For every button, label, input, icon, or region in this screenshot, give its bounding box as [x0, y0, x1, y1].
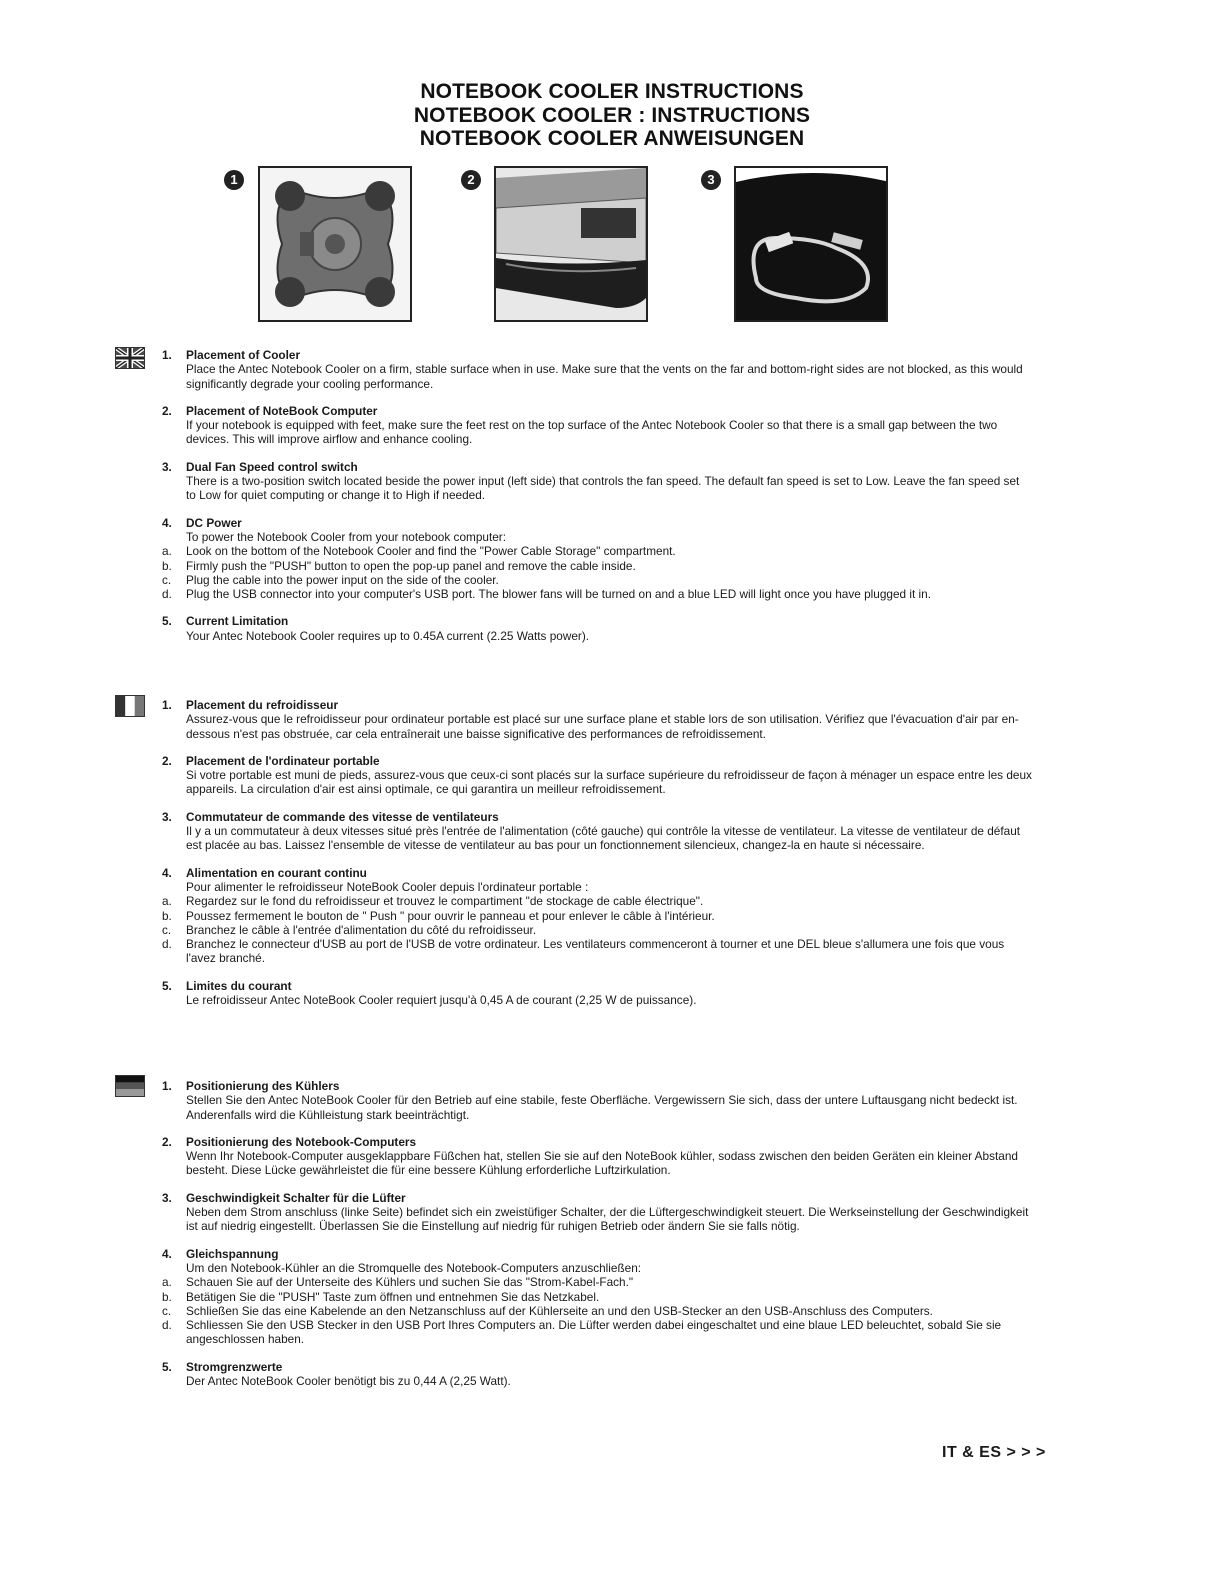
germany-flag-icon: [115, 1075, 145, 1097]
instruction-item: 3. Geschwindigkeit Schalter für die Lüfter Neben dem Strom anschluss (linke Seite) befindet sich ein zweistüfiger Schalter, der die Lüftergeschwindigkeit steuert. Die Werkseinstellung der Geschwindigkeit ist auf niedrig eingestellt. Überlassen Sie die Einstellung auf niedrig für ruhigen Betrieb oder ändern Sie sie falls nötig.: [162, 1191, 1032, 1234]
german-section: [162, 1079, 1032, 1401]
sub-step: a. Look on the bottom of the Notebook Cooler and find the "Power Cable Storage" compartment.: [162, 544, 676, 559]
sub-step: b. Betätigen Sie die "PUSH" Taste zum öffnen und entnehmen Sie das Netzkabel.: [162, 1289, 600, 1304]
item-body: Le refroidisseur Antec NoteBook Cooler requiert jusqu'à 0,45 A de courant (2,25 W de puissance).: [186, 993, 697, 1008]
instruction-item: 4. Alimentation en courant continu Pour alimenter le refroidisseur NoteBook Cooler depuis l'ordinateur portable : a. Regardez sur le fond du refroidisseur et trouvez le compartiment "de stockage de cable électrique". b. Poussez fermement le bouton de " Push " pour ouvrir le panneau et pour enlever le câble à l'intérieur. c. Branchez le câble à l'entrée d'alimentation du côté du refroidisseur. d. Branchez le connecteur d'USB au port de l'USB de votre ordinateur. Les ventilateurs commenceront à tourner et une DEL bleue s'allumera une fois que vous l'avez branché.: [162, 866, 1032, 966]
instruction-item: 3. Dual Fan Speed control switch There is a two-position switch located beside the power input (left side) that controls the fan speed. The default fan speed is set to Low. Leave the fan speed set to Low for quiet computing or change it to High if needed.: [162, 460, 1032, 503]
sub-step: c. Branchez le câble à l'entrée d'alimentation du côté du refroidisseur.: [162, 922, 537, 937]
instruction-item: 2. Placement of NoteBook Computer If your notebook is equipped with feet, make sure the feet rest on the top surface of the Antec Notebook Cooler so that there is a small gap between the two devices. This will improve airflow and enhance cooling.: [162, 404, 1032, 447]
item-heading: Gleichspannung: [186, 1246, 279, 1261]
item-heading: Alimentation en courant continu: [186, 865, 367, 880]
item-body: Il y a un commutateur à deux vitesses situé près l'entrée de l'alimentation (côté gauche) qui contrôle la vitesse de ventilateur. La vitesse de ventilateur de défaut est placée au bas. Laissez l'ensemble de vitesse de ventilateur au bas pour un fonctionnement silencieux, changez-la en haute si nécessaire.: [186, 824, 1021, 853]
sub-step: c. Schließen Sie das eine Kabelende an den Netzanschluss auf der Kühlerseite an und den USB-Stecker an den USB-Anschluss des Computers.: [162, 1303, 933, 1318]
item-heading: Commutateur de commande des vitesse de ventilateurs: [186, 809, 499, 824]
item-body: If your notebook is equipped with feet, make sure the feet rest on the top surface of the Antec Notebook Cooler so that there is a small gap between the two devices. This will improve airflow and enhance cooling.: [186, 418, 998, 447]
title-french: NOTEBOOK COOLER : INSTRUCTIONS: [413, 103, 811, 127]
item-heading: Placement de l'ordinateur portable: [186, 753, 380, 768]
item-body: Assurez-vous que le refroidisseur pour ordinateur portable est placé sur une surface plane et stable lors de son utilisation. Vérifiez que l'évacuation d'air par en-dessous n'est pas obstruée, car cela entraînerait une baisse significative des performances de refroidissement.: [186, 712, 1019, 741]
item-body: Neben dem Strom anschluss (linke Seite) befindet sich ein zweistüfiger Schalter, der die Lüftergeschwindigkeit steuert. Die Werkseinstellung der Geschwindigkeit ist auf niedrig eingestellt. Überlassen Sie die Einstellung auf niedrig für ruhigen Betrieb oder ändern Sie sie falls nötig.: [186, 1205, 1029, 1234]
instruction-item: 1. Placement du refroidisseur Assurez-vous que le refroidisseur pour ordinateur portable est placé sur une surface plane et stable lors de son utilisation. Vérifiez que l'évacuation d'air par en-dessous n'est pas obstruée, car cela entraînerait une baisse significative des performances de refroidissement.: [162, 698, 1032, 741]
instruction-item: 2. Placement de l'ordinateur portable Si votre portable est muni de pieds, assurez-vous que ceux-ci sont placés sur la surface supérieure du refroidisseur de façon à ménager un espace entre les deux appareils. La circulation d'air est ainsi optimale, ce qui garantira un meilleur refroidissement.: [162, 753, 1032, 797]
figure-3-badge: 3: [701, 170, 721, 190]
item-heading: Placement of Cooler: [186, 348, 301, 362]
next-languages-link[interactable]: IT & ES > > >: [942, 1444, 1046, 1461]
usb-cable-photo: [734, 166, 888, 322]
uk-flag-icon: [115, 347, 145, 369]
title-german: NOTEBOOK COOLER ANWEISUNGEN: [419, 127, 805, 150]
instruction-item: 1. Placement of Cooler Place the Antec Notebook Cooler on a firm, stable surface when in use. Make sure that the vents on the far and bottom-right sides are not blocked, as this would significantly degrade your cooling performance.: [162, 348, 1032, 391]
item-heading: Dual Fan Speed control switch: [186, 459, 358, 474]
item-body: Place the Antec Notebook Cooler on a firm, stable surface when in use. Make sure that the vents on the far and bottom-right sides are not blocked, as this would significantly degrade your cooling performance.: [186, 362, 1023, 391]
document-titles: [0, 80, 1224, 151]
instruction-item: 2. Positionierung des Notebook-Computers Wenn Ihr Notebook-Computer ausgeklappbare Füßchen hat, stellen Sie sie auf den NoteBook kühler, sodass zwischen den beiden Geräten ein kleiner Abstand besteht. Diese Lücke gewährleistet die für eine bessere Kühlung erforderliche Luftzirkulation.: [162, 1135, 1032, 1178]
item-body: Wenn Ihr Notebook-Computer ausgeklappbare Füßchen hat, stellen Sie sie auf den NoteBook kühler, sodass zwischen den beiden Geräten ein kleiner Abstand besteht. Diese Lücke gewährleistet die für eine bessere Kühlung erforderliche Luftzirkulation.: [186, 1149, 1018, 1178]
item-heading: Stromgrenzwerte: [186, 1359, 283, 1374]
instruction-item: 5. Limites du courant Le refroidisseur Antec NoteBook Cooler requiert jusqu'à 0,45 A de courant (2,25 W de puissance).: [162, 979, 1032, 1008]
item-body: Um den Notebook-Kühler an die Stromquelle des Notebook-Computers anzuschließen:: [186, 1260, 642, 1275]
item-heading: Limites du courant: [186, 978, 292, 993]
cooler-bottom-photo: [258, 166, 412, 322]
sub-step: d. Schliessen Sie den USB Stecker in den USB Port Ihres Computers an. Die Lüfter werden dabei eingeschaltet und eine blaue LED beleuchtet, sobald Sie sie angeschlossen haben.: [162, 1318, 1002, 1347]
sub-step: d. Plug the USB connector into your computer's USB port. The blower fans will be turned on and a blue LED will light once you have plugged it in.: [162, 587, 932, 602]
item-body: Si votre portable est muni de pieds, assurez-vous que ceux-ci sont placés sur la surface supérieure du refroidisseur de façon à ménager un espace entre les deux appareils. La circulation d'air est ainsi optimale, ce qui garantira un meilleur refroidissement.: [186, 768, 1032, 797]
item-heading: Placement of NoteBook Computer: [186, 403, 378, 418]
sub-step: c. Plug the cable into the power input on the side of the cooler.: [162, 572, 499, 587]
item-body: Your Antec Notebook Cooler requires up to 0.45A current (2.25 Watts power).: [186, 628, 590, 643]
title-english: NOTEBOOK COOLER INSTRUCTIONS: [420, 80, 804, 103]
france-flag-icon: [115, 695, 145, 717]
item-body: To power the Notebook Cooler from your notebook computer:: [186, 529, 506, 544]
item-heading: Current Limitation: [186, 614, 289, 629]
sub-step: b. Poussez fermement le bouton de " Push " pour ouvrir le panneau et pour enlever le câble à l'intérieur.: [162, 908, 715, 923]
instruction-item: 5. Stromgrenzwerte Der Antec NoteBook Cooler benötigt bis zu 0,44 A (2,25 Watt).: [162, 1360, 1032, 1389]
english-section: [162, 348, 1032, 656]
instruction-item: 4. Gleichspannung Um den Notebook-Kühler an die Stromquelle des Notebook-Computers anzuschließen: a. Schauen Sie auf der Unterseite des Kühlers und suchen Sie das "Strom-Kabel-Fach." b. Betätigen Sie die "PUSH" Taste zum öffnen und entnehmen Sie das Netzkabel. c. Schließen Sie das eine Kabelende an den Netzanschluss auf der Kühlerseite an und den USB-Stecker an den USB-Anschluss des Computers. d. Schliessen Sie den USB Stecker in den USB Port Ihres Computers an. Die Lüfter werden dabei eingeschaltet und eine blaue LED beleuchtet, sobald Sie sie angeschlossen haben.: [162, 1247, 1032, 1347]
sub-step: a. Schauen Sie auf der Unterseite des Kühlers und suchen Sie das "Strom-Kabel-Fach.": [162, 1275, 634, 1290]
notebook-on-cooler-photo: [494, 166, 648, 322]
instruction-item: 4. DC Power To power the Notebook Cooler from your notebook computer: a. Look on the bottom of the Notebook Cooler and find the "Power Cable Storage" compartment. b. Firmly push the "PUSH" button to open the pop-up panel and remove the cable inside. c. Plug the cable into the power input on the side of the cooler. d. Plug the USB connector into your computer's USB port. The blower fans will be turned on and a blue LED will light once you have plugged it in.: [162, 516, 1032, 602]
sub-step: a. Regardez sur le fond du refroidisseur et trouvez le compartiment "de stockage de cable électrique".: [162, 894, 704, 909]
item-heading: Geschwindigkeit Schalter für die Lüfter: [186, 1190, 406, 1205]
item-body: Pour alimenter le refroidisseur NoteBook Cooler depuis l'ordinateur portable :: [186, 879, 589, 894]
item-heading: Placement du refroidisseur: [186, 698, 339, 712]
item-body: Stellen Sie den Antec NoteBook Cooler für den Betrieb auf eine stabile, feste Oberfläche. Vergewissern Sie sich, dass der untere Luftausgang nicht bedeckt ist. Anderenfalls wird die Kühlleistung stark beeinträchtigt.: [186, 1093, 1018, 1122]
figure-2-badge: 2: [461, 170, 481, 190]
instruction-item: 3. Commutateur de commande des vitesse de ventilateurs Il y a un commutateur à deux vitesses situé près l'entrée de l'alimentation (côté gauche) qui contrôle la vitesse de ventilateur. La vitesse de ventilateur de défaut est placée au bas. Laissez l'ensemble de vitesse de ventilateur au bas pour un fonctionnement silencieux, changez-la en haute si nécessaire.: [162, 810, 1032, 853]
sub-step: d. Branchez le connecteur d'USB au port de l'USB de votre ordinateur. Les ventilateurs commenceront à tourner et une DEL bleue s'allumera une fois que vous l'avez branché.: [162, 937, 1005, 966]
instruction-item: 5. Current Limitation Your Antec Notebook Cooler requires up to 0.45A current (2.25 Watts power).: [162, 614, 1032, 643]
item-body: Der Antec NoteBook Cooler benötigt bis zu 0,44 A (2,25 Watt).: [186, 1374, 511, 1389]
instruction-item: 1. Positionierung des Kühlers Stellen Sie den Antec NoteBook Cooler für den Betrieb auf eine stabile, feste Oberfläche. Vergewissern Sie sich, dass der untere Luftausgang nicht bedeckt ist. Anderenfalls wird die Kühlleistung stark beeinträchtigt.: [162, 1079, 1032, 1122]
item-heading: Positionierung des Kühlers: [186, 1079, 340, 1093]
item-body: There is a two-position switch located beside the power input (left side) that controls the fan speed. The default fan speed is set to Low. Leave the fan speed set to Low for quiet computing or change it to High if needed.: [186, 474, 1020, 503]
item-heading: DC Power: [186, 515, 242, 530]
item-heading: Positionierung des Notebook-Computers: [186, 1134, 417, 1149]
figure-1-badge: 1: [224, 170, 244, 190]
french-section: [162, 698, 1032, 1020]
sub-step: b. Firmly push the "PUSH" button to open the pop-up panel and remove the cable inside.: [162, 558, 636, 573]
